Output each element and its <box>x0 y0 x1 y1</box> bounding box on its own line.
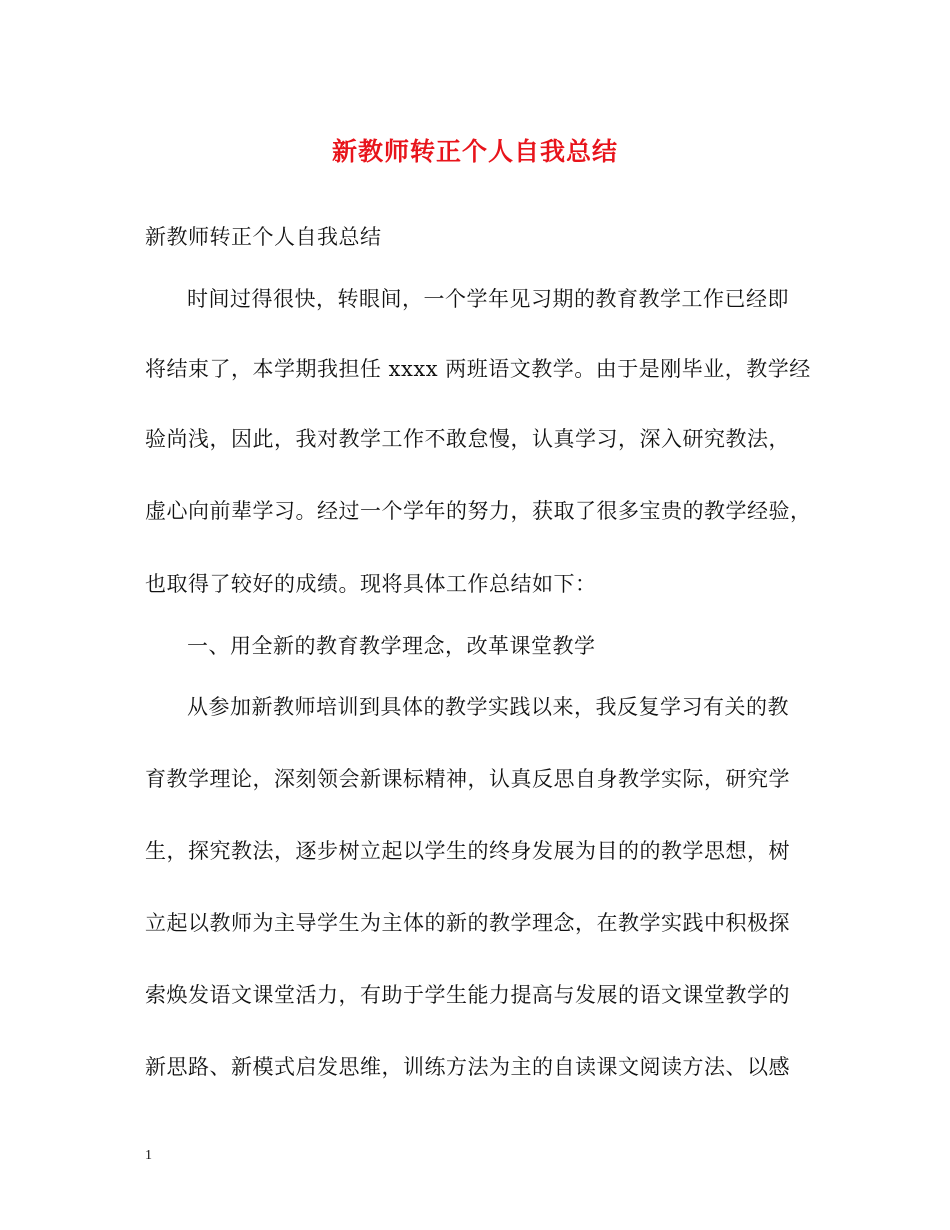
document-subtitle: 新教师转正个人自我总结 <box>145 225 382 249</box>
section-heading: 一、用全新的教育教学理念，改革课堂教学 <box>187 634 596 658</box>
paragraph-line: 虚心向前辈学习。经过一个学年的努力，获取了很多宝贵的教学经验， <box>145 499 812 523</box>
paragraph-line: 生，探究教法，逐步树立起以学生的终身发展为目的的教学思想，树 <box>145 839 790 863</box>
paragraph-line: 索焕发语文课堂活力，有助于学生能力提高与发展的语文课堂教学的 <box>145 983 790 1007</box>
document-title: 新教师转正个人自我总结 <box>331 137 618 166</box>
paragraph-line: 也取得了较好的成绩。现将具体工作总结如下： <box>145 572 597 596</box>
paragraph-line: 从参加新教师培训到具体的教学实践以来，我反复学习有关的教 <box>187 695 789 719</box>
paragraph-line: 将结束了，本学期我担任 xxxx 两班语文教学。由于是刚毕业，教学经 <box>145 357 811 381</box>
page-number: 1 <box>145 1148 152 1163</box>
paragraph-line: 立起以教师为主导学生为主体的新的教学理念，在教学实践中积极探 <box>145 911 790 935</box>
paragraph-line: 育教学理论，深刻领会新课标精神，认真反思自身教学实际，研究学 <box>145 767 790 791</box>
paragraph-line: 新思路、新模式启发思维，训练方法为主的自读课文阅读方法、以感 <box>145 1055 790 1079</box>
paragraph-line: 时间过得很快，转眼间，一个学年见习期的教育教学工作已经即 <box>187 287 789 311</box>
paragraph-line: 验尚浅，因此，我对教学工作不敢怠慢，认真学习，深入研究教法， <box>145 427 790 451</box>
